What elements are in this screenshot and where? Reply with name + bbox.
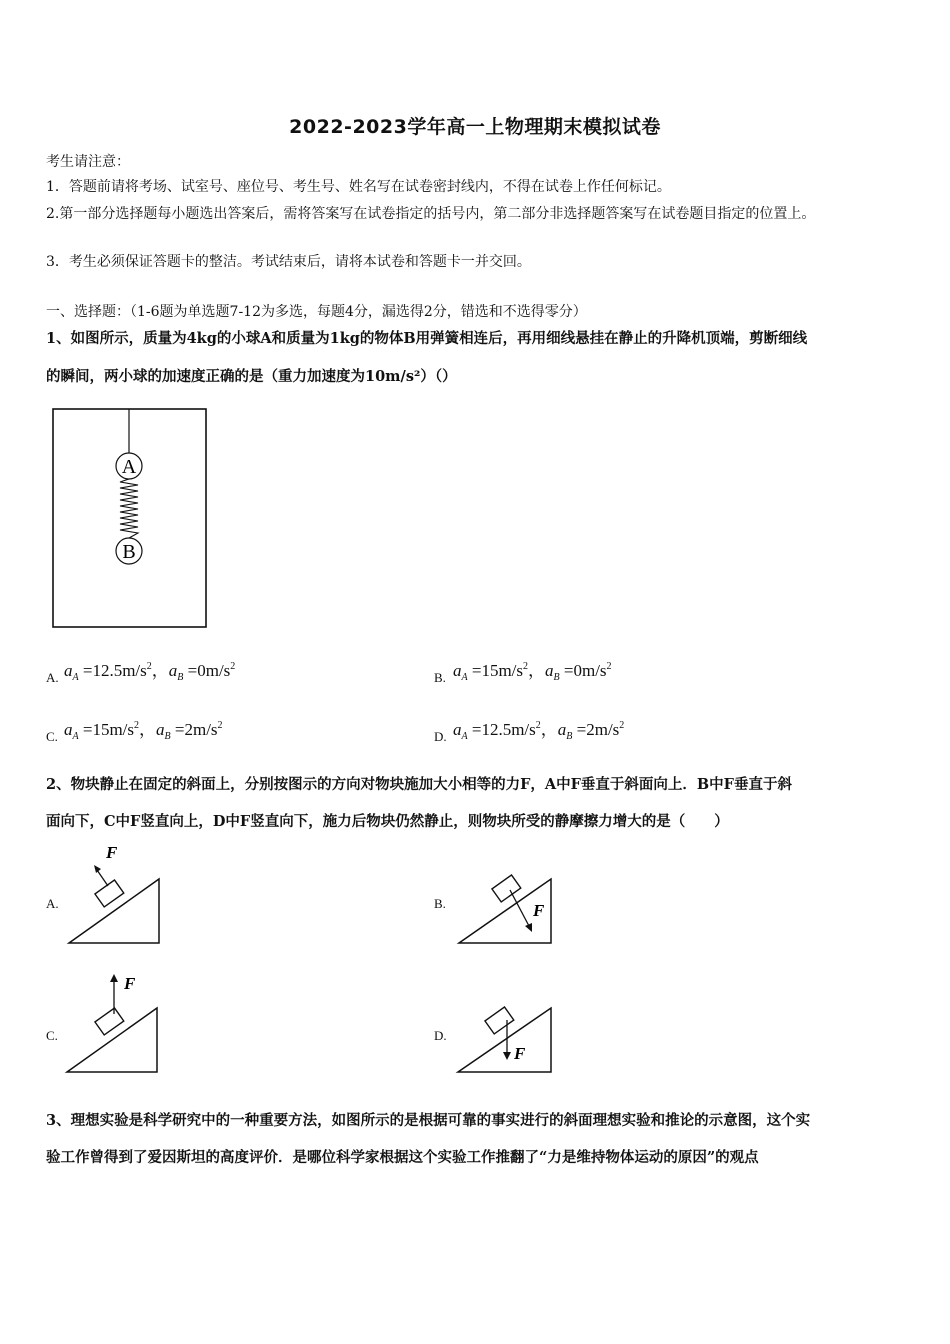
- page-title: 2022-2023学年高一上物理期末模拟试卷: [289, 116, 661, 138]
- q3-text-line1: 3、理想实验是科学研究中的一种重要方法，如图所示的是根据可靠的事实进行的斜面理想实验和推论的示意图，这个实: [46, 1112, 811, 1129]
- ball-b-label: B: [122, 541, 136, 563]
- q2-b-force-label: F: [533, 901, 545, 920]
- q1-option-b-label: B.: [434, 670, 446, 685]
- notice-item-2: 2.第一部分选择题每小题选出答案后，需将答案写在试卷指定的括号内，第二部分非选择题答案写在试卷题目指定的位置上。: [46, 206, 816, 222]
- q2-option-b-label: B.: [434, 896, 446, 911]
- q1-option-a-formula: $a_A =12.5m/s^2$，$a_B =0m/s^2$: [64, 661, 236, 683]
- q2-figure-b: [456, 868, 556, 948]
- q1-option-c-label: C.: [46, 729, 58, 744]
- q2-figure-d: [455, 1000, 555, 1076]
- notice-item-3: 3．考生必须保证答题卡的整洁。考试结束后，请将本试卷和答题卡一并交回。: [46, 254, 531, 270]
- q2-text-line2: 面向下，C中F竖直向上，D中F竖直向下，施力后物块仍然静止，则物块所受的静摩擦力增大的是（ ）: [46, 813, 729, 830]
- ball-a-label: A: [121, 456, 137, 478]
- notice-heading: 考生请注意：: [46, 154, 130, 170]
- q2-option-d-label: D.: [434, 1028, 447, 1043]
- q1-option-c-formula: $a_A =15m/s^2$，$a_B =2m/s^2$: [64, 720, 223, 742]
- q1-option-a-label: A.: [46, 670, 59, 685]
- q1-text-line1: 1、如图所示，质量为4kg的小球A和质量为1kg的物体B用弹簧相连后，再用细线悬挂在静止的升降机顶端，剪断细线: [46, 330, 808, 347]
- q1-option-b-formula: $a_A =15m/s^2$，$a_B =0m/s^2$: [453, 661, 612, 683]
- q2-option-c-label: C.: [46, 1028, 58, 1043]
- notice-item-1: 1．答题前请将考场、试室号、座位号、考生号、姓名写在试卷密封线内，不得在试卷上作任何标记。: [46, 179, 671, 195]
- q2-figure-a: [66, 838, 166, 948]
- q1-option-d-formula: $a_A =12.5m/s^2$，$a_B =2m/s^2$: [453, 720, 625, 742]
- q2-d-force-label: F: [514, 1044, 526, 1063]
- q2-c-force-label: F: [124, 974, 136, 993]
- q1-option-d-label: D.: [434, 729, 447, 744]
- q2-text-line1: 2、物块静止在固定的斜面上，分别按图示的方向对物块施加大小相等的力F，A中F垂直于斜面向上．B中F垂直于斜: [46, 776, 792, 793]
- q1-text-line2: 的瞬间，两小球的加速度正确的是（重力加速度为10m/s²）（）: [46, 368, 457, 385]
- q2-a-force-label: F: [106, 843, 118, 862]
- q2-option-a-label: A.: [46, 896, 59, 911]
- section-heading: 一、选择题：（1-6题为单选题7-12为多选，每题4分，漏选得2分，错选和不选得零分）: [46, 304, 587, 320]
- q3-text-line2: 验工作曾得到了爱因斯坦的高度评价．是哪位科学家根据这个实验工作推翻了“力是维持物体运动的原因”的观点: [46, 1149, 759, 1166]
- q1-figure-elevator: [52, 408, 208, 630]
- q2-figure-c: [64, 970, 164, 1076]
